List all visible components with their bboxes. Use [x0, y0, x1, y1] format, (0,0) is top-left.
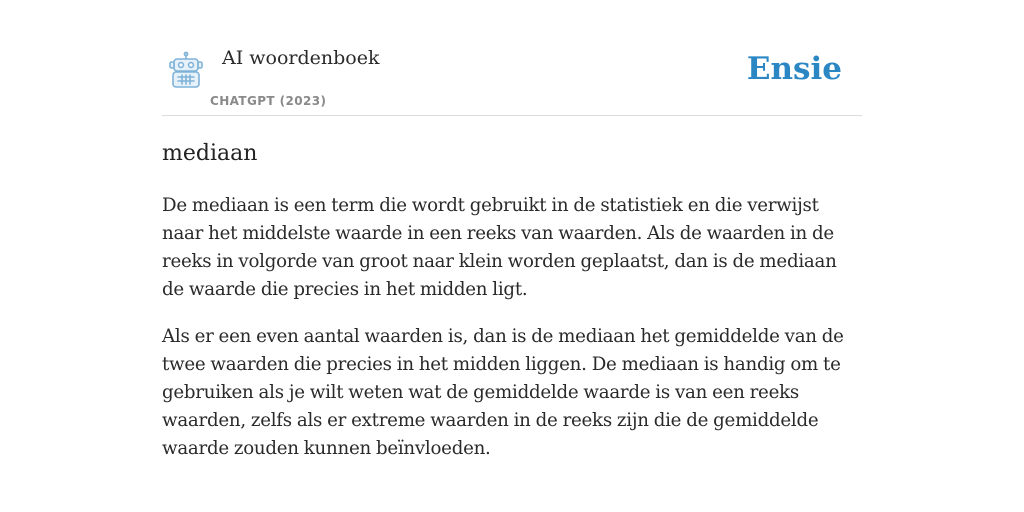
entry-term: mediaan: [162, 141, 258, 166]
entry-definition: [162, 192, 862, 482]
source-label: CHATGPT (2023): [210, 94, 327, 108]
definition-paragraph: Als er een even aantal waarden is, dan is de mediaan het gemiddelde van de twee waarden die precies in het midden liggen. De mediaan is handig om te gebruiken als je wilt weten wat de gemiddelde waarde is van een reeks waarden, zelfs als er extreme waarden in de reeks zijn die de gemiddelde waarde zouden kunnen beïnvloeden.: [162, 326, 844, 459]
entry-header: [162, 0, 862, 116]
entry-card: [162, 0, 862, 512]
robot-icon: [166, 51, 206, 91]
dictionary-name[interactable]: AI woordenboek: [222, 47, 380, 69]
definition-paragraph: De mediaan is een term die wordt gebruikt in de statistiek en die verwijst naar het middelste waarde in een reeks van waarden. Als de waarden in de reeks in volgorde van groot naar klein worden geplaatst, dan is de mediaan de waarde die precies in het midden ligt.: [162, 195, 837, 300]
brand-logo[interactable]: Ensie: [746, 51, 842, 87]
